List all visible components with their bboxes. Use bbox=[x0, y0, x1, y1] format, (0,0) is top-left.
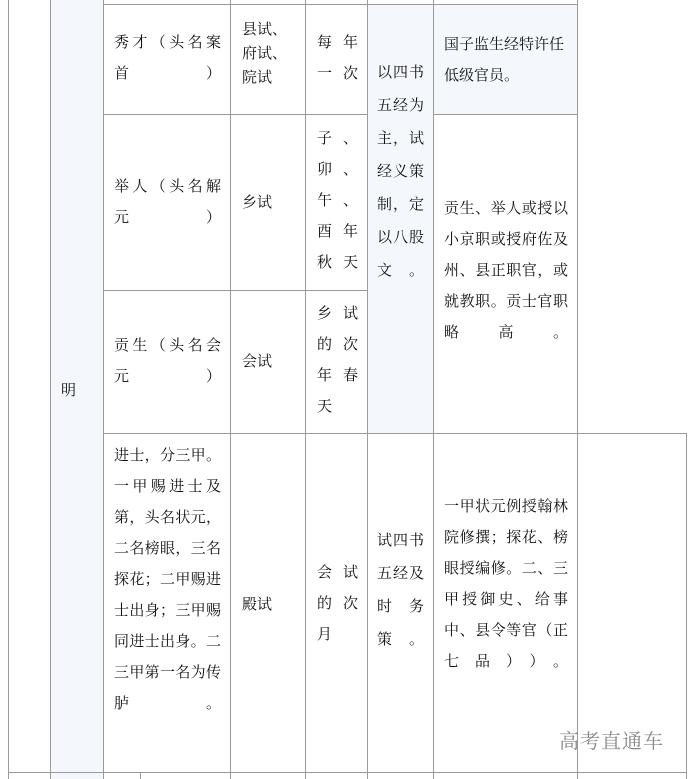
grid-line bbox=[103, 4, 577, 5]
grid-line bbox=[103, 114, 368, 115]
grid-line bbox=[230, 0, 231, 779]
grid-line bbox=[103, 290, 368, 291]
time-spring: 乡试的次年春天 bbox=[317, 304, 358, 415]
grid-line bbox=[103, 433, 686, 434]
content-policy: 试四书五经及时务策。 bbox=[377, 531, 424, 648]
grid-line bbox=[433, 0, 434, 779]
grid-line bbox=[8, 0, 9, 779]
grid-line bbox=[50, 0, 51, 779]
degree-gongsheng: 贡生（头名会元） bbox=[114, 336, 221, 385]
grid-line bbox=[305, 0, 306, 779]
office-jiansheng: 国子监生经特许任低级官员。 bbox=[444, 35, 565, 84]
watermark: 高考直通车 bbox=[559, 729, 664, 753]
grid-line bbox=[8, 772, 686, 773]
exam-county: 县试、府试、院试 bbox=[242, 20, 288, 86]
time-autumn: 子、卯、午、酉年秋天 bbox=[317, 129, 358, 271]
office-jinshi: 一甲状元例授翰林院修撰；探花、榜眼授编修。二、三甲授御史、给事中、县令等官（正七品））。 bbox=[444, 497, 568, 670]
office-gongsheng-juren: 贡生、举人或授以小京职或授府佐及州、县正职官，或就教职。贡士官职略高。 bbox=[444, 199, 568, 341]
time-next-month: 会试的次月 bbox=[317, 563, 358, 643]
grid-line bbox=[577, 0, 578, 779]
degree-jinshi: 进士，分三甲。一甲赐进士及第，头名状元，二名榜眼，三名探花；二甲赐进士出身；三甲赐同进士出身。二三甲第一名为传胪。 bbox=[114, 446, 221, 712]
degree-juren: 举人（头名解元） bbox=[114, 177, 221, 226]
dynasty-label: 明 bbox=[61, 381, 77, 399]
grid-line bbox=[140, 772, 141, 779]
grid-line bbox=[433, 114, 577, 115]
grid-line bbox=[686, 433, 687, 779]
exam-palace: 殿试 bbox=[242, 595, 273, 613]
exam-metropolitan: 会试 bbox=[242, 352, 273, 370]
time-yearly: 每年一次 bbox=[317, 33, 358, 82]
exam-provincial: 乡试 bbox=[242, 193, 273, 211]
degree-xiucai: 秀才（头名案首） bbox=[114, 33, 221, 82]
content-bagu: 以四书五经为主，试经义策制，定以八股文。 bbox=[377, 63, 424, 279]
grid-line bbox=[367, 0, 368, 779]
grid-line bbox=[103, 0, 104, 779]
